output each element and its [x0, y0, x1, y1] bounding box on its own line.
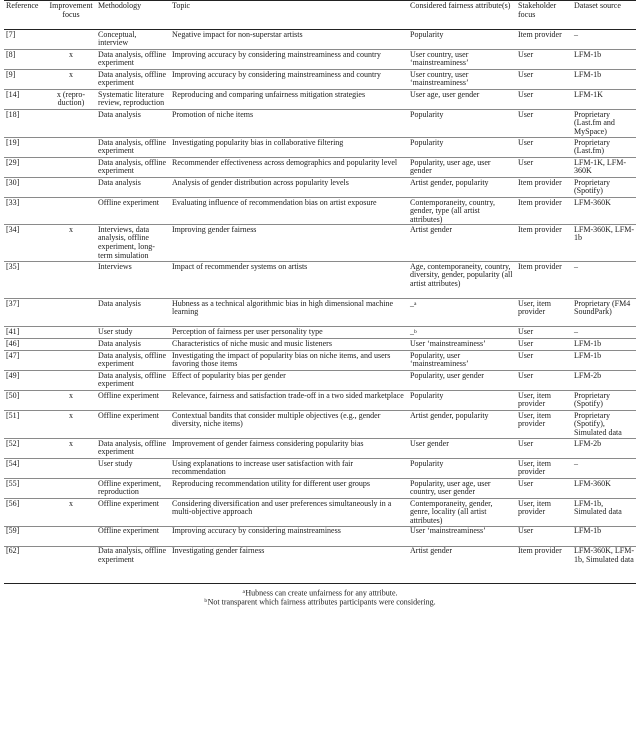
cell-improvement-focus	[46, 110, 96, 138]
cell-stakeholder-focus: User, item provider	[516, 299, 572, 327]
cell-improvement-focus: x	[46, 225, 96, 262]
table-row	[4, 30, 636, 50]
cell-stakeholder-focus: User	[516, 158, 572, 178]
table-row	[4, 158, 636, 178]
cell-dataset-source: Proprietary (Spotify)	[572, 178, 636, 198]
header-reference: Reference	[4, 1, 46, 30]
cell-methodology: Offline experiment	[96, 526, 170, 546]
cell-topic: Negative impact for non-superstar artists	[170, 30, 408, 50]
cell-topic: Relevance, fairness and satisfaction trade-off in a two sided marketplace	[170, 391, 408, 411]
cell-reference: [46]	[4, 339, 46, 351]
cell-improvement-focus: x (repro-duction)	[46, 90, 96, 110]
cell-improvement-focus: x	[46, 499, 96, 526]
footnote-a: $^a$Hubness can create unfairness for any attribute.	[242, 588, 398, 598]
cell-stakeholder-focus: User	[516, 70, 572, 90]
table-row	[4, 225, 636, 262]
cell-dataset-source: Proprietary (FM4 SoundPark)	[572, 299, 636, 327]
cell-dataset-source: LFM-1b	[572, 526, 636, 546]
table-row	[4, 50, 636, 70]
cell-fairness-attributes: User country, user ‘mainstreaminess’	[408, 50, 516, 70]
cell-topic: Reproducing and comparing unfairness mitigation strategies	[170, 90, 408, 110]
table-row	[4, 439, 636, 459]
table-row	[4, 299, 636, 327]
cell-topic: Investigating gender fairness	[170, 546, 408, 583]
cell-reference: [62]	[4, 546, 46, 583]
cell-methodology: Data analysis, offline experiment	[96, 371, 170, 391]
cell-stakeholder-focus: User	[516, 138, 572, 158]
page	[4, 0, 636, 607]
cell-methodology: Offline experiment	[96, 391, 170, 411]
cell-stakeholder-focus: User	[516, 439, 572, 459]
cell-methodology: User study	[96, 459, 170, 479]
cell-reference: [37]	[4, 299, 46, 327]
cell-fairness-attributes: Artist gender	[408, 546, 516, 583]
cell-improvement-focus	[46, 138, 96, 158]
cell-reference: [29]	[4, 158, 46, 178]
cell-fairness-attributes: Popularity, user age, user country, user gender	[408, 479, 516, 499]
cell-stakeholder-focus: Item provider	[516, 178, 572, 198]
table-row	[4, 546, 636, 583]
cell-fairness-attributes: User ‘mainstreaminess’	[408, 339, 516, 351]
footnote-b: $^b$Not transparent which fairness attributes participants were considering.	[204, 597, 436, 607]
cell-topic: Improving gender fairness	[170, 225, 408, 262]
cell-improvement-focus: x	[46, 411, 96, 439]
cell-dataset-source: LFM-1b	[572, 351, 636, 371]
cell-fairness-attributes: Popularity, user ‘mainstreaminess’	[408, 351, 516, 371]
cell-improvement-focus	[46, 178, 96, 198]
cell-improvement-focus	[46, 327, 96, 339]
table-footnotes	[4, 588, 636, 607]
cell-improvement-focus	[46, 198, 96, 225]
cell-fairness-attributes: Age, contemporaneity, country, diversity, gender, popularity (all artist attributes)	[408, 262, 516, 299]
table-row	[4, 138, 636, 158]
cell-improvement-focus: x	[46, 439, 96, 459]
cell-fairness-attributes: –$^a$	[408, 299, 516, 327]
table-row	[4, 459, 636, 479]
cell-topic: Perception of fairness per user personality type	[170, 327, 408, 339]
cell-reference: [51]	[4, 411, 46, 439]
cell-improvement-focus	[46, 479, 96, 499]
header-improvement-focus: Improvement focus	[46, 1, 96, 30]
cell-stakeholder-focus: User, item provider	[516, 459, 572, 479]
cell-methodology: Systematic literature review, reproduction	[96, 90, 170, 110]
cell-improvement-focus	[46, 299, 96, 327]
cell-methodology: Data analysis, offline experiment	[96, 50, 170, 70]
cell-reference: [14]	[4, 90, 46, 110]
cell-improvement-focus	[46, 30, 96, 50]
header-fairness-attributes: Considered fairness attribute(s)	[408, 1, 516, 30]
header-row	[4, 1, 636, 30]
cell-topic: Investigating popularity bias in collaborative filtering	[170, 138, 408, 158]
cell-reference: [50]	[4, 391, 46, 411]
cell-improvement-focus	[46, 459, 96, 479]
cell-topic: Analysis of gender distribution across popularity levels	[170, 178, 408, 198]
header-stakeholder-focus: Stakeholder focus	[516, 1, 572, 30]
cell-methodology: Data analysis	[96, 110, 170, 138]
cell-fairness-attributes: Artist gender, popularity	[408, 178, 516, 198]
cell-improvement-focus	[46, 339, 96, 351]
cell-methodology: Data analysis, offline experiment	[96, 138, 170, 158]
cell-topic: Improving accuracy by considering mainstreaminess	[170, 526, 408, 546]
cell-reference: [7]	[4, 30, 46, 50]
header-methodology: Methodology	[96, 1, 170, 30]
cell-stakeholder-focus: Item provider	[516, 262, 572, 299]
cell-dataset-source: –	[572, 262, 636, 299]
cell-improvement-focus	[46, 371, 96, 391]
cell-improvement-focus	[46, 546, 96, 583]
cell-methodology: Interviews, data analysis, offline experiment, long-term simulation	[96, 225, 170, 262]
cell-reference: [47]	[4, 351, 46, 371]
footnote-marker: b	[414, 328, 417, 335]
cell-stakeholder-focus: Item provider	[516, 198, 572, 225]
cell-topic: Evaluating influence of recommendation bias on artist exposure	[170, 198, 408, 225]
cell-reference: [30]	[4, 178, 46, 198]
cell-dataset-source: LFM-360K	[572, 198, 636, 225]
table-row	[4, 110, 636, 138]
table-row	[4, 391, 636, 411]
cell-fairness-attributes: Popularity	[408, 459, 516, 479]
table-row	[4, 526, 636, 546]
cell-reference: [54]	[4, 459, 46, 479]
cell-reference: [49]	[4, 371, 46, 391]
cell-improvement-focus	[46, 262, 96, 299]
cell-fairness-attributes: User country, user ‘mainstreaminess’	[408, 70, 516, 90]
table-row	[4, 499, 636, 526]
cell-dataset-source: LFM-1b, Simulated data	[572, 499, 636, 526]
cell-fairness-attributes: Popularity, user gender	[408, 371, 516, 391]
cell-topic: Promotion of niche items	[170, 110, 408, 138]
header-dataset-source: Dataset source	[572, 1, 636, 30]
cell-dataset-source: LFM-1b	[572, 70, 636, 90]
cell-fairness-attributes: Popularity	[408, 110, 516, 138]
table-row	[4, 262, 636, 299]
cell-reference: [52]	[4, 439, 46, 459]
cell-reference: [59]	[4, 526, 46, 546]
cell-improvement-focus	[46, 526, 96, 546]
table-row	[4, 70, 636, 90]
cell-fairness-attributes: User age, user gender	[408, 90, 516, 110]
cell-methodology: Data analysis	[96, 339, 170, 351]
cell-fairness-attributes: Artist gender, popularity	[408, 411, 516, 439]
cell-fairness-attributes: Contemporaneity, gender, genre, locality (all artist attributes)	[408, 499, 516, 526]
cell-dataset-source: LFM-1K	[572, 90, 636, 110]
cell-dataset-source: LFM-360K, LFM-1b, Simulated data	[572, 546, 636, 583]
cell-stakeholder-focus: User	[516, 371, 572, 391]
cell-stakeholder-focus: User	[516, 339, 572, 351]
cell-reference: [19]	[4, 138, 46, 158]
cell-methodology: Data analysis, offline experiment	[96, 439, 170, 459]
cell-methodology: Offline experiment, reproduction	[96, 479, 170, 499]
table-row	[4, 479, 636, 499]
cell-dataset-source: LFM-1b	[572, 50, 636, 70]
footnote-marker: a	[414, 300, 417, 307]
cell-improvement-focus: x	[46, 391, 96, 411]
cell-topic: Improving accuracy by considering mainstreaminess and country	[170, 50, 408, 70]
cell-methodology: Data analysis, offline experiment	[96, 546, 170, 583]
cell-topic: Hubness as a technical algorithmic bias in high dimensional machine learning	[170, 299, 408, 327]
cell-methodology: Data analysis	[96, 178, 170, 198]
cell-dataset-source: LFM-1b	[572, 339, 636, 351]
cell-topic: Characteristics of niche music and music listeners	[170, 339, 408, 351]
cell-topic: Investigating the impact of popularity bias on niche items, and users favoring those items	[170, 351, 408, 371]
cell-dataset-source: LFM-2b	[572, 439, 636, 459]
cell-fairness-attributes: Contemporaneity, country, gender, type (all artist attributes)	[408, 198, 516, 225]
cell-stakeholder-focus: User	[516, 90, 572, 110]
cell-methodology: Offline experiment	[96, 411, 170, 439]
table-row	[4, 198, 636, 225]
cell-dataset-source: LFM-2b	[572, 371, 636, 391]
cell-stakeholder-focus: Item provider	[516, 546, 572, 583]
cell-topic: Considering diversification and user preferences simultaneously in a multi-objective approach	[170, 499, 408, 526]
cell-fairness-attributes: Popularity, user age, user gender	[408, 158, 516, 178]
table-row	[4, 351, 636, 371]
cell-methodology: Data analysis	[96, 299, 170, 327]
cell-fairness-attributes: Popularity	[408, 30, 516, 50]
cell-stakeholder-focus: User	[516, 50, 572, 70]
cell-methodology: Data analysis, offline experiment	[96, 158, 170, 178]
cell-reference: [34]	[4, 225, 46, 262]
table-row	[4, 411, 636, 439]
table-row	[4, 90, 636, 110]
cell-stakeholder-focus: User	[516, 526, 572, 546]
cell-improvement-focus: x	[46, 50, 96, 70]
cell-stakeholder-focus: User	[516, 110, 572, 138]
cell-methodology: Interviews	[96, 262, 170, 299]
cell-fairness-attributes: Popularity	[408, 138, 516, 158]
cell-dataset-source: Proprietary (Spotify), Simulated data	[572, 411, 636, 439]
fairness-studies-table	[4, 0, 636, 584]
cell-topic: Effect of popularity bias per gender	[170, 371, 408, 391]
cell-stakeholder-focus: User	[516, 479, 572, 499]
cell-stakeholder-focus: User, item provider	[516, 391, 572, 411]
cell-reference: [33]	[4, 198, 46, 225]
cell-stakeholder-focus: User	[516, 327, 572, 339]
cell-topic: Recommender effectiveness across demographics and popularity level	[170, 158, 408, 178]
table-row	[4, 327, 636, 339]
cell-stakeholder-focus: Item provider	[516, 30, 572, 50]
cell-dataset-source: Proprietary (Last.fm)	[572, 138, 636, 158]
cell-reference: [56]	[4, 499, 46, 526]
table-body	[4, 30, 636, 584]
cell-stakeholder-focus: Item provider	[516, 225, 572, 262]
cell-improvement-focus	[46, 351, 96, 371]
cell-topic: Using explanations to increase user satisfaction with fair recommendation	[170, 459, 408, 479]
cell-topic: Reproducing recommendation utility for different user groups	[170, 479, 408, 499]
table-row	[4, 371, 636, 391]
cell-dataset-source: Proprietary (Spotify)	[572, 391, 636, 411]
cell-topic: Contextual bandits that consider multiple objectives (e.g., gender diversity, niche items)	[170, 411, 408, 439]
cell-dataset-source: –	[572, 30, 636, 50]
cell-methodology: Offline experiment	[96, 198, 170, 225]
cell-fairness-attributes: Artist gender	[408, 225, 516, 262]
cell-fairness-attributes: User gender	[408, 439, 516, 459]
table-row	[4, 178, 636, 198]
cell-fairness-attributes: Popularity	[408, 391, 516, 411]
cell-methodology: User study	[96, 327, 170, 339]
cell-dataset-source: Proprietary (Last.fm and MySpace)	[572, 110, 636, 138]
cell-reference: [9]	[4, 70, 46, 90]
cell-dataset-source: LFM-360K, LFM-1b	[572, 225, 636, 262]
cell-dataset-source: LFM-360K	[572, 479, 636, 499]
cell-methodology: Conceptual, interview	[96, 30, 170, 50]
cell-reference: [55]	[4, 479, 46, 499]
cell-stakeholder-focus: User, item provider	[516, 499, 572, 526]
cell-reference: [41]	[4, 327, 46, 339]
cell-topic: Improvement of gender fairness considering popularity bias	[170, 439, 408, 459]
cell-improvement-focus	[46, 158, 96, 178]
cell-methodology: Data analysis, offline experiment	[96, 351, 170, 371]
table-row	[4, 339, 636, 351]
cell-dataset-source: –	[572, 327, 636, 339]
cell-fairness-attributes: User ‘mainstreaminess’	[408, 526, 516, 546]
cell-reference: [18]	[4, 110, 46, 138]
cell-improvement-focus: x	[46, 70, 96, 90]
cell-methodology: Data analysis, offline experiment	[96, 70, 170, 90]
cell-stakeholder-focus: User	[516, 351, 572, 371]
cell-methodology: Offline experiment	[96, 499, 170, 526]
cell-dataset-source: –	[572, 459, 636, 479]
cell-reference: [8]	[4, 50, 46, 70]
cell-fairness-attributes: –$^b$	[408, 327, 516, 339]
cell-topic: Improving accuracy by considering mainstreaminess and country	[170, 70, 408, 90]
cell-topic: Impact of recommender systems on artists	[170, 262, 408, 299]
cell-dataset-source: LFM-1K, LFM-360K	[572, 158, 636, 178]
cell-reference: [35]	[4, 262, 46, 299]
header-topic: Topic	[170, 1, 408, 30]
cell-stakeholder-focus: User, item provider	[516, 411, 572, 439]
